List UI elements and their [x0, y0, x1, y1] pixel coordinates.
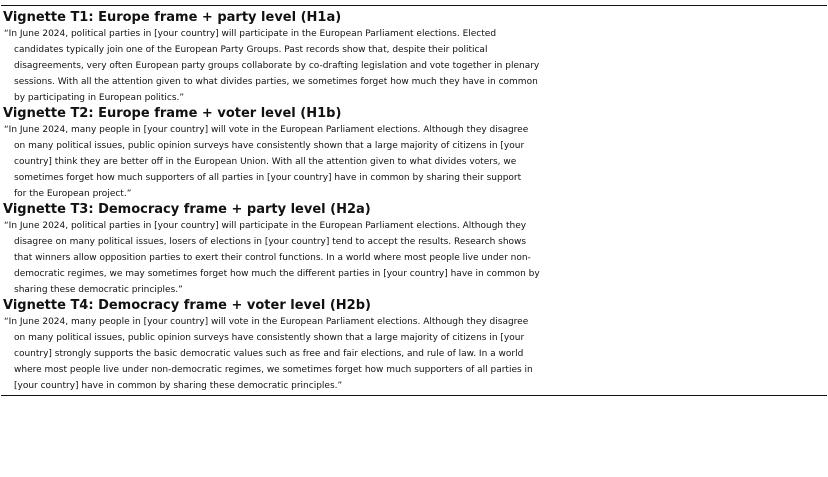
vignette-text: [1, 122, 827, 202]
text-line: [your country] have in common by sharing these democratic principles.”: [14, 381, 343, 391]
text-line: country] think they are better off in the European Union. With all the attention given to what divides voters, we: [14, 157, 517, 167]
text-line: by participating in European politics.”: [14, 93, 185, 103]
text-line: on many political issues, public opinion surveys have consistently shown that a large majority of citizens in [your: [14, 141, 525, 151]
vignette-title: Vignette T4: Democracy frame + voter level (H2b): [3, 298, 371, 313]
vignette-text: [1, 218, 827, 298]
text-line: where most people live under non-democratic regimes, we sometimes forget how much supporters of all parties in: [14, 365, 533, 375]
vignette-table: [1, 5, 827, 396]
text-line: “In June 2024, many people in [your country] will vote in the European Parliament elections. Although they disagree: [4, 125, 529, 135]
text-line: democratic regimes, we may sometimes forget how much the different parties in [your country] have in common by: [14, 269, 540, 279]
text-line: “In June 2024, political parties in [your country] will participate in the European Parliament elections. Although they: [4, 221, 527, 231]
vignette-text: [1, 26, 827, 106]
text-line: on many political issues, public opinion surveys have consistently shown that a large majority of citizens in [your: [14, 333, 525, 343]
text-line: disagreements, very often European party groups collaborate by co-drafting legislation and vote together in plenary: [14, 61, 540, 71]
vignette-t3: [1, 202, 827, 298]
vignette-title: Vignette T1: Europe frame + party level (H1a): [3, 10, 342, 25]
text-line: country] strongly supports the basic democratic values such as free and fair elections, and rule of law. In a world: [14, 349, 524, 359]
vignette-text: [1, 314, 827, 394]
text-line: “In June 2024, many people in [your country] will vote in the European Parliament elections. Although they disagree: [4, 317, 529, 327]
text-line: sessions. With all the attention given to what divides parties, we sometimes forget how much they have in common: [14, 77, 538, 87]
vignette-t2: [1, 106, 827, 202]
text-line: “In June 2024, political parties in [your country] will participate in the European Parliament elections. Elected: [4, 29, 497, 39]
vignette-t4: [1, 298, 827, 394]
vignette-title: Vignette T2: Europe frame + voter level (H1b): [3, 106, 342, 121]
vignette-t1: [1, 10, 827, 106]
text-line: for the European project.”: [14, 189, 132, 199]
text-line: sharing these democratic principles.”: [14, 285, 183, 295]
text-line: sometimes forget how much supporters of all parties in [your country] have in common by sharing their support: [14, 173, 522, 183]
text-line: candidates typically join one of the European Party Groups. Past records show that, despite their political: [14, 45, 488, 55]
text-line: that winners allow opposition parties to exert their control functions. In a world where most people live under non-: [14, 253, 531, 263]
vignette-title: Vignette T3: Democracy frame + party level (H2a): [3, 202, 371, 217]
text-line: disagree on many political issues, losers of elections in [your country] tend to accept the results. Research shows: [14, 237, 527, 247]
